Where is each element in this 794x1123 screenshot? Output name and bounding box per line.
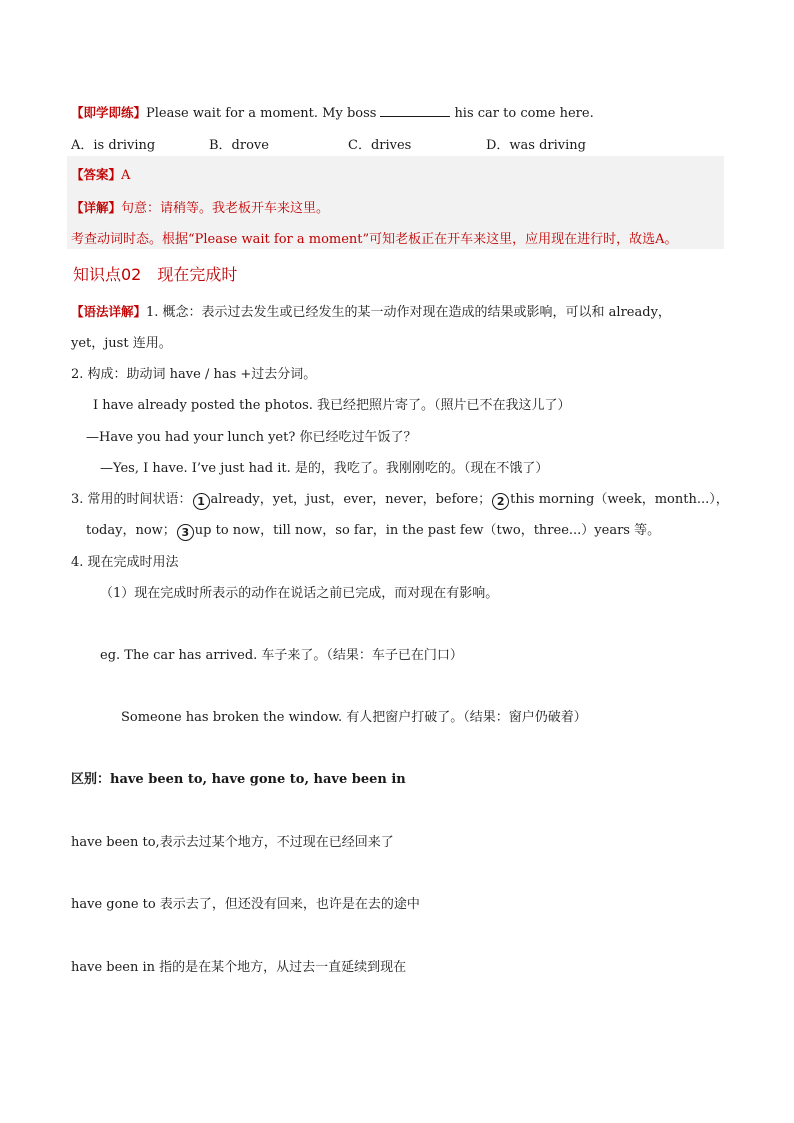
grammar-example-3: —Yes, I have. I’ve just had it. 是的，我吃了。我刚刚吃的。（现在不饿了）	[100, 461, 549, 476]
question-text-before: Please wait for a moment. My boss	[146, 106, 377, 121]
grammar-item-4-1: （1）现在完成时所表示的动作在说话之前已完成，而对现在有影响。	[100, 586, 499, 601]
option-c: C．drives	[348, 138, 412, 153]
explanation-text-1: 句意：请稍等。我老板开车来这里。	[121, 201, 330, 216]
usage-example-1: eg. The car has arrived. 车子来了。（结果：车子已在门口）	[100, 648, 463, 663]
option-b: B．drove	[209, 138, 269, 153]
answer-blank	[380, 105, 450, 117]
grammar-item-1a-text: 1. 概念：表示过去发生或已经发生的某一动作对现在造成的结果或影响，可以和 already，	[146, 305, 671, 320]
explanation-tag: 【详解】	[71, 200, 122, 215]
item3-part-3: up to now，till now，so far，in the past few（two，three...）years 等。	[194, 523, 661, 538]
explanation-line-2: 考查动词时态。根据“Please wait for a moment”可知老板正在开车来这里，应用现在进行时，故选A。	[71, 232, 678, 247]
exercise-tag: 【即学即练】	[71, 105, 147, 120]
answer-tag: 【答案】	[71, 167, 122, 182]
circled-two-icon: 2	[492, 493, 509, 510]
distinction-line-1: have been to,表示去过某个地方，不过现在已经回来了	[71, 835, 394, 850]
grammar-item-4: 4. 现在完成时用法	[71, 555, 179, 570]
exercise-question	[71, 103, 594, 121]
distinction-line-3: have been in 指的是在某个地方，从过去一直延续到现在	[71, 960, 407, 975]
distinction-title: 区别：have been to, have gone to, have been in	[71, 772, 406, 787]
circled-one-icon: 1	[193, 493, 210, 510]
circled-three-icon: 3	[177, 524, 194, 541]
grammar-item-3b	[86, 519, 660, 541]
section-heading: 知识点02 现在完成时	[73, 265, 238, 284]
explanation-line-1	[71, 197, 329, 216]
answer-line	[71, 165, 130, 183]
item3-part-2: this morning（week，month...），	[510, 492, 729, 507]
grammar-example-2: —Have you had your lunch yet? 你已经吃过午饭了？	[86, 430, 417, 445]
option-d: D．was driving	[486, 138, 586, 153]
item3b-prefix: today，now；	[86, 523, 176, 538]
distinction-line-2: have gone to 表示去了，但还没有回来，也许是在去的途中	[71, 897, 420, 912]
grammar-item-1a	[71, 301, 671, 320]
question-text-after: his car to come here.	[454, 106, 594, 121]
grammar-item-1b: yet，just 连用。	[71, 336, 172, 351]
answer-value: A	[121, 168, 131, 183]
item3-prefix: 3. 常用的时间状语：	[71, 492, 192, 507]
grammar-tag: 【语法详解】	[71, 304, 147, 319]
grammar-example-1: I have already posted the photos. 我已经把照片寄了。（照片已不在我这儿了）	[93, 398, 571, 413]
grammar-item-3a	[71, 488, 729, 510]
option-a: A．is driving	[71, 138, 156, 153]
item3-part-1: already，yet，just，ever，never，before；	[210, 492, 492, 507]
usage-example-2: Someone has broken the window. 有人把窗户打破了。（结果：窗户仍破着）	[121, 710, 587, 725]
grammar-item-2: 2. 构成：助动词 have / has +过去分词。	[71, 367, 317, 382]
